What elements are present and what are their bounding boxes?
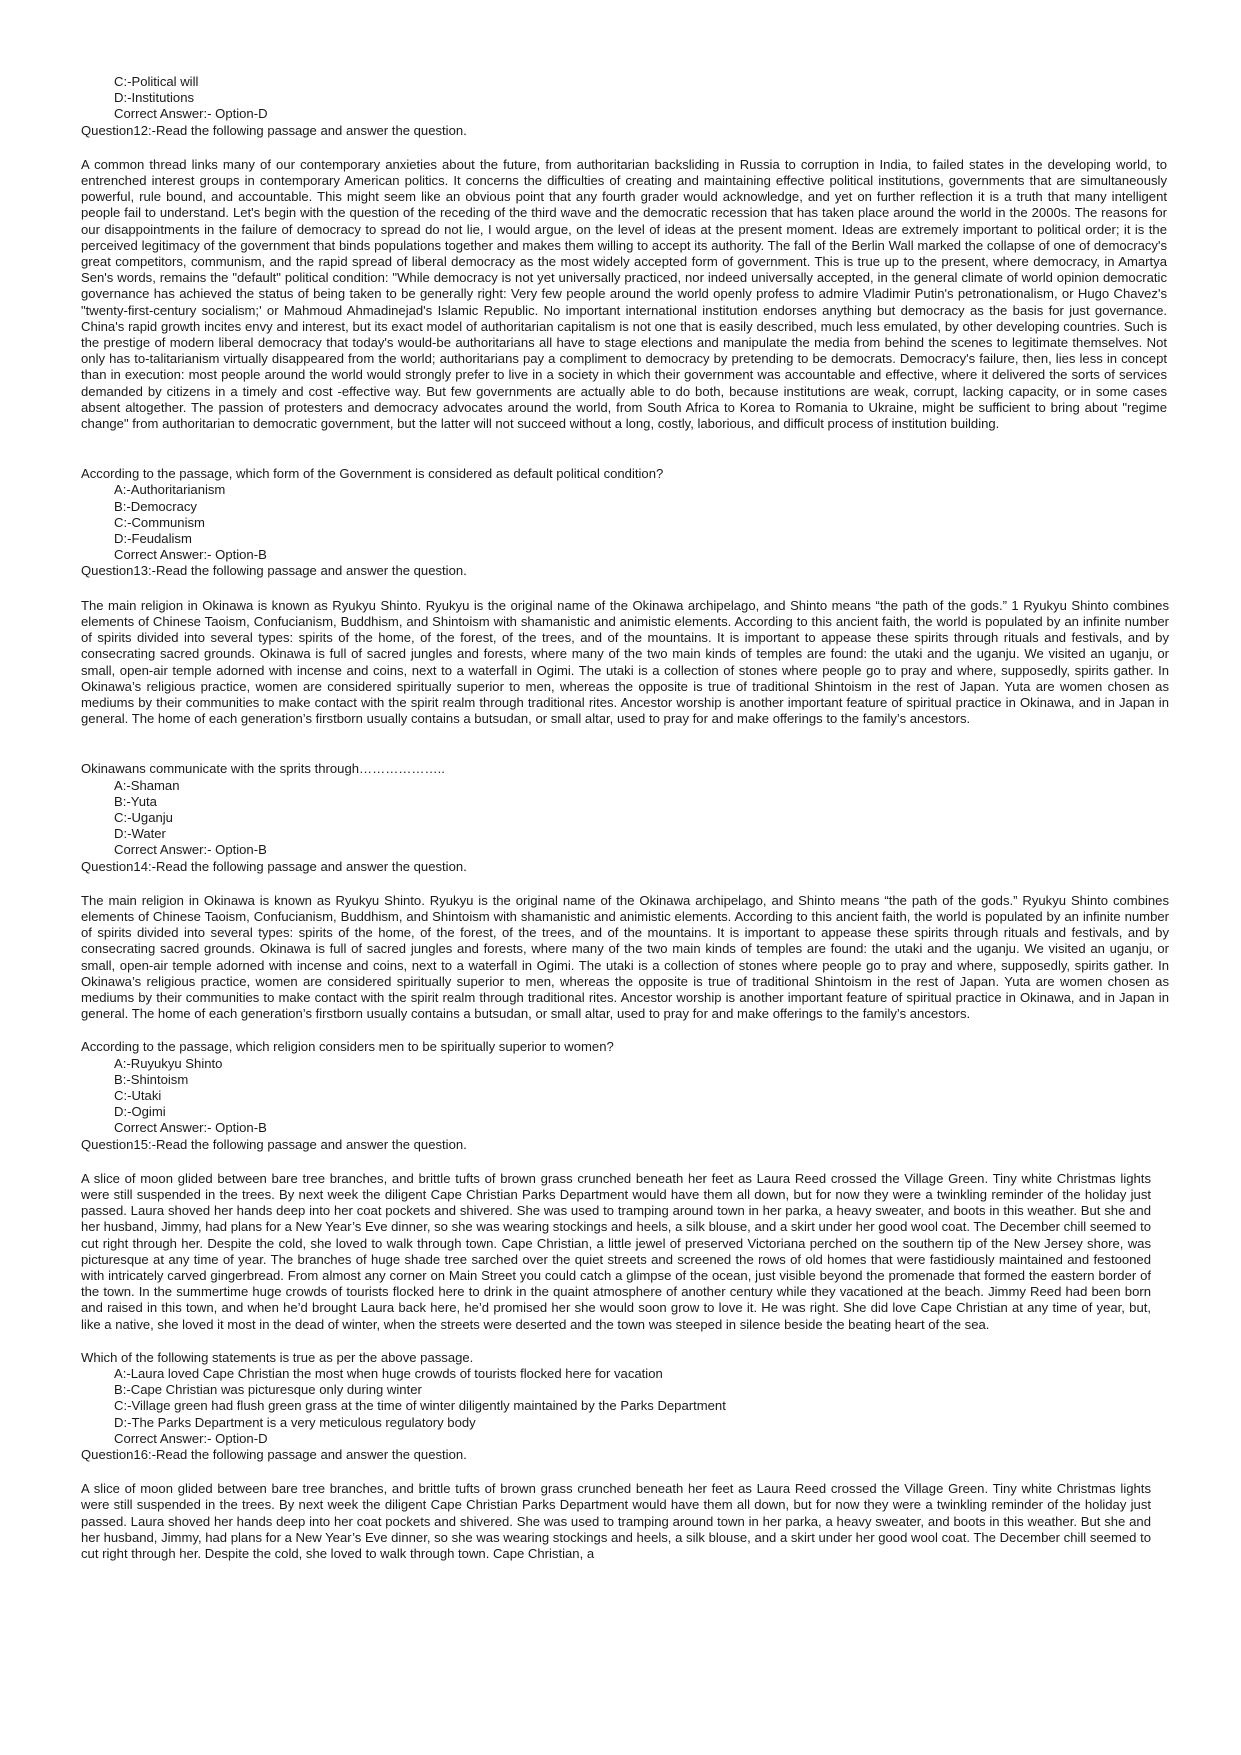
q14-option-a: A:-Ruyukyu Shinto (114, 1055, 223, 1071)
q15-option-a: A:-Laura loved Cape Christian the most when huge crowds of tourists flocked here for vacation (114, 1366, 663, 1382)
q12-correct-answer: Correct Answer:- Option-B (114, 547, 267, 563)
q14-option-d: D:-Ogimi (114, 1104, 166, 1120)
q12-heading: Question12:-Read the following passage and answer the question. (81, 122, 467, 138)
q16-passage: A slice of moon glided between bare tree branches, and brittle tufts of brown grass crunched beneath her feet as Laura Reed crossed the Village Green. Tiny white Christmas lights were still suspended in the trees. By next week the diligent Cape Christian Parks Department would have them all down, but for now they were a twinkling reminder of the holiday just passed. Laura shoved her hands deep into her coat pockets and shivered. She was used to tramping around town in her parka, a heavy sweater, and boots in this weather. But she and her husband, Jimmy, had plans for a New Year’s Eve dinner, so she was wearing stockings and heels, a silk blouse, and a skirt under her good wool coat. The December chill seemed to cut right through her. Despite the cold, she loved to walk through town. Cape Christian, a (81, 1481, 1151, 1562)
q15-option-d: D:-The Parks Department is a very meticulous regulatory body (114, 1414, 476, 1430)
q14-option-b: B:-Shintoism (114, 1071, 189, 1087)
q13-passage: The main religion in Okinawa is known as Ryukyu Shinto. Ryukyu is the original name of the Okinawa archipelago, and Shinto means “the path of the gods.” 1 Ryukyu Shinto combines elements of Chinese Taoism, Confucianism, Buddhism, and Shintoism with shamanistic and animistic elements. According to this ancient faith, the world is populated by an infinite number of spirits divided into several types: spirits of the home, of the forest, of the trees, and of the mountains. It is important to appease these spirits through rituals and festivals, and by consecrating sacred grounds. Okinawa is full of sacred jungles and forests, where many of the two main kinds of temples are found: the utaki and the uganju. We visited an uganju, or small, open-air temple adorned with incense and coins, next to a waterfall in Ogimi. The utaki is a collection of stones where people go to pray and where, supposedly, spirits gather. In Okinawa’s religious practice, women are considered spiritually superior to men, whereas the opposite is true of traditional Shintoism in the rest of Japan. Yuta are women chosen as mediums by their communities to make contact with the spirit realm through traditional rites. Ancestor worship is another important feature of spiritual practice in Okinawa, and in Japan in general. The home of each generation’s firstborn usually contains a butsudan, or small altar, used to pray for and make offerings to the family’s ancestors. (81, 597, 1169, 727)
q14-heading: Question14:-Read the following passage and answer the question. (81, 858, 467, 874)
q11-option-c: C:-Political will (114, 74, 199, 89)
q15-option-c: C:-Village green had flush green grass at the time of winter diligently maintained by the Parks Department (114, 1398, 726, 1414)
q15-heading: Question15:-Read the following passage and answer the question. (81, 1136, 467, 1152)
q14-correct-answer: Correct Answer:- Option-B (114, 1120, 267, 1136)
q15-question: Which of the following statements is true as per the above passage. (81, 1349, 474, 1365)
q13-option-a: A:-Shaman (114, 777, 180, 793)
q14-option-c: C:-Utaki (114, 1087, 162, 1103)
q12-passage: A common thread links many of our contemporary anxieties about the future, from authoritarian backsliding in Russia to corruption in India, to failed states in the developing world, to entrenched interest groups in contemporary American politics. It concerns the difficulties of creating and maintaining effective political institutions, governments that are simultaneously powerful, rule bound, and accountable. This might seem like an obvious point that any fourth grader would acknowledge, and yet on further reflection it is a truth that many intelligent people fail to understand. Let's begin with the question of the receding of the third wave and the democratic recession that has taken place around the world in the 2000s. The reasons for our disappointments in the failure of democracy to spread do not lie, I would argue, on the level of ideas at the present moment. Ideas are extremely important to political order; it is the perceived legitimacy of the government that binds populations together and makes them willing to accept its authority. The fall of the Berlin Wall marked the collapse of one of democracy's great competitors, communism, and the rapid spread of liberal democracy as the most widely accepted form of government. This is true up to the present, where democracy, in Amartya Sen's words, remains the "default" political condition: "While democracy is not yet universally practiced, nor indeed universally accepted, in the general climate of world opinion democratic governance has achieved the status of being taken to be generally right: Very few people around the world openly profess to admire Vladimir Putin's petronationalism, or Hugo Chavez's "twenty-first-century socialism;' or Mahmoud Ahmadinejad's Islamic Republic. No important international institution endorses anything but democracy as the basis for just governance. China's rapid growth incites envy and interest, but its exact model of authoritarian capitalism is not one that is easily described, much less emulated, by other developing countries. Such is the prestige of modern liberal democracy that today's would-be authoritarians all have to stage elections and manipulate the media from behind the scenes to legitimate themselves. Not only has to-talitarianism virtually disappeared from the world; authoritarians pay a compliment to democracy by pretending to be democrats. Democracy's failure, then, lies less in concept than in execution: most people around the world would strongly prefer to live in a society in which their government was accountable and effective, where it delivered the sorts of services demanded by citizens in a timely and cost -effective way. But few governments are actually able to do both, because institutions are weak, corrupt, lacking capacity, or in some cases absent altogether. The passion of protesters and democracy advocates around the world, from South Africa to Korea to Romania to Ukraine, might be sufficient to bring about "regime change" from authoritarian to democratic government, but the latter will not succeed without a long, costly, laborious, and difficult process of institution building. (81, 156, 1167, 432)
q13-option-d: D:-Water (114, 826, 166, 842)
q14-passage: The main religion in Okinawa is known as Ryukyu Shinto. Ryukyu is the original name of the Okinawa archipelago, and Shinto means “the path of the gods.” Ryukyu Shinto combines elements of Chinese Taoism, Confucianism, Buddhism, and Shintoism with shamanistic and animistic elements. According to this ancient faith, the world is populated by an infinite number of spirits divided into several types: spirits of the home, of the forest, of the trees, and of the mountains. It is important to appease these spirits through rituals and festivals, and by consecrating sacred grounds. Okinawa is full of sacred jungles and forests, where many of the two main kinds of temples are found: the utaki and the uganju. We visited an uganju, or small, open-air temple adorned with incense and coins, next to a waterfall in Ogimi. The utaki is a collection of stones where people go to pray and where, supposedly, spirits gather. In Okinawa’s religious practice, women are considered spiritually superior to men, whereas the opposite is true of traditional Shintoism in the rest of Japan. Yuta are women chosen as mediums by their communities to make contact with the spirit realm through traditional rites. Ancestor worship is another important feature of spiritual practice in Okinawa, and in Japan in general. The home of each generation’s firstborn usually contains a butsudan, or small altar, used to pray for and make offerings to the family’s ancestors. (81, 892, 1169, 1022)
q15-option-b: B:-Cape Christian was picturesque only during winter (114, 1382, 422, 1398)
document-page (81, 74, 1171, 1562)
q12-question: According to the passage, which form of the Government is considered as default political condition? (81, 466, 664, 482)
q11-correct-answer: Correct Answer:- Option-D (114, 106, 268, 122)
q13-option-b: B:-Yuta (114, 793, 157, 809)
q11-option-d: D:-Institutions (114, 90, 195, 106)
q15-passage: A slice of moon glided between bare tree branches, and brittle tufts of brown grass crunched beneath her feet as Laura Reed crossed the Village Green. Tiny white Christmas lights were still suspended in the trees. By next week the diligent Cape Christian Parks Department would have them all down, but for now they were a twinkling reminder of the holiday just passed. Laura shoved her hands deep into her coat pockets and shivered. She was used to tramping around town in her parka, a heavy sweater, and boots in this weather. But she and her husband, Jimmy, had plans for a New Year’s Eve dinner, so she was wearing stockings and heels, a silk blouse, and a skirt under her good wool coat. The December chill seemed to cut right through her. Despite the cold, she loved to walk through town. Cape Christian, a little jewel of preserved Victoriana perched on the southern tip of the New Jersey shore, was picturesque at any time of year. The branches of huge shade tree sarched over the quiet streets and screened the rows of old homes that were fastidiously maintained and festooned with intricately carved gingerbread. From almost any corner on Main Street you could catch a glimpse of the ocean, just visible beyond the promenade that formed the eastern border of the town. In the summertime huge crowds of tourists flocked here to drink in the quaint atmosphere of another century while they vacationed at the beach. Jimmy Reed had been born and raised in this town, and when he’d brought Laura back here, he’d promised her she would soon grow to love it. He was right. She did love Cape Christian at any time of year, but, like a native, she loved it most in the dead of winter, when the streets were deserted and the town was steeped in silence beside the beating heart of the sea. (81, 1170, 1151, 1332)
q12-option-c: C:-Communism (114, 514, 205, 530)
q13-heading: Question13:-Read the following passage and answer the question. (81, 563, 467, 579)
q16-heading: Question16:-Read the following passage and answer the question. (81, 1447, 467, 1463)
q12-option-b: B:-Democracy (114, 498, 197, 514)
q12-option-a: A:-Authoritarianism (114, 482, 226, 498)
q13-correct-answer: Correct Answer:- Option-B (114, 842, 267, 858)
q13-question: Okinawans communicate with the sprits through……………….. (81, 761, 445, 777)
q14-question: According to the passage, which religion considers men to be spiritually superior to women? (81, 1039, 614, 1055)
q13-option-c: C:-Uganju (114, 809, 173, 825)
q15-correct-answer: Correct Answer:- Option-D (114, 1430, 268, 1446)
q12-option-d: D:-Feudalism (114, 531, 192, 547)
